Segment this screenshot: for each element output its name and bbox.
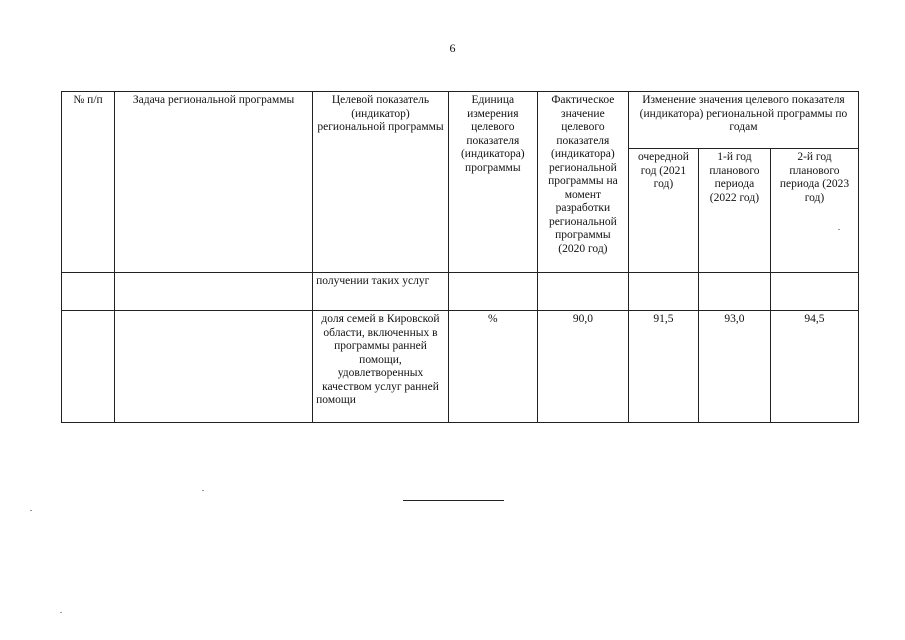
cell-num — [62, 273, 115, 311]
scan-speck — [60, 612, 62, 613]
cell-2023: 94,5 — [770, 311, 858, 423]
cell-task — [114, 311, 312, 423]
header-year-2023: 2-й год планового периода (2023 год) — [770, 149, 858, 273]
indicator-table — [61, 91, 859, 423]
header-unit: Единица измерения целевого показателя (индикатора) программы — [448, 92, 537, 273]
cell-2022: 93,0 — [698, 311, 770, 423]
cell-num — [62, 311, 115, 423]
cell-task — [114, 273, 312, 311]
header-indicator: Целевой показатель (индикатор) региональной программы — [313, 92, 449, 273]
header-year-2021: очередной год (2021 год) — [628, 149, 698, 273]
page-number: 6 — [449, 41, 456, 55]
header-change: Изменение значения целевого показателя (индикатора) региональной программы по годам — [628, 92, 858, 149]
cell-2022 — [698, 273, 770, 311]
cell-unit — [448, 273, 537, 311]
cell-actual: 90,0 — [537, 311, 628, 423]
header-num: № п/п — [62, 92, 115, 273]
cell-2021 — [628, 273, 698, 311]
header-year-2022: 1-й год планового периода (2022 год) — [698, 149, 770, 273]
header-task: Задача региональной программы — [114, 92, 312, 273]
header-actual: Фактическое значение целевого показателя (индикатора) региональной программы на момент разработки региональной программы (2020 год) — [537, 92, 628, 273]
table-header-row — [62, 92, 859, 149]
end-separator-line — [403, 500, 504, 501]
cell-2021: 91,5 — [628, 311, 698, 423]
cell-actual — [537, 273, 628, 311]
table-row — [62, 273, 859, 311]
scan-speck — [838, 229, 840, 230]
cell-2023 — [770, 273, 858, 311]
scan-speck — [30, 510, 32, 511]
cell-indicator: доля семей в Кировской области, включенных в программы ранней помощи, удовлетворенных качеством услуг ранней помощи — [313, 311, 449, 423]
cell-indicator: получении таких услуг — [313, 273, 449, 311]
table-row — [62, 311, 859, 423]
cell-unit: % — [448, 311, 537, 423]
scan-speck — [202, 490, 204, 491]
